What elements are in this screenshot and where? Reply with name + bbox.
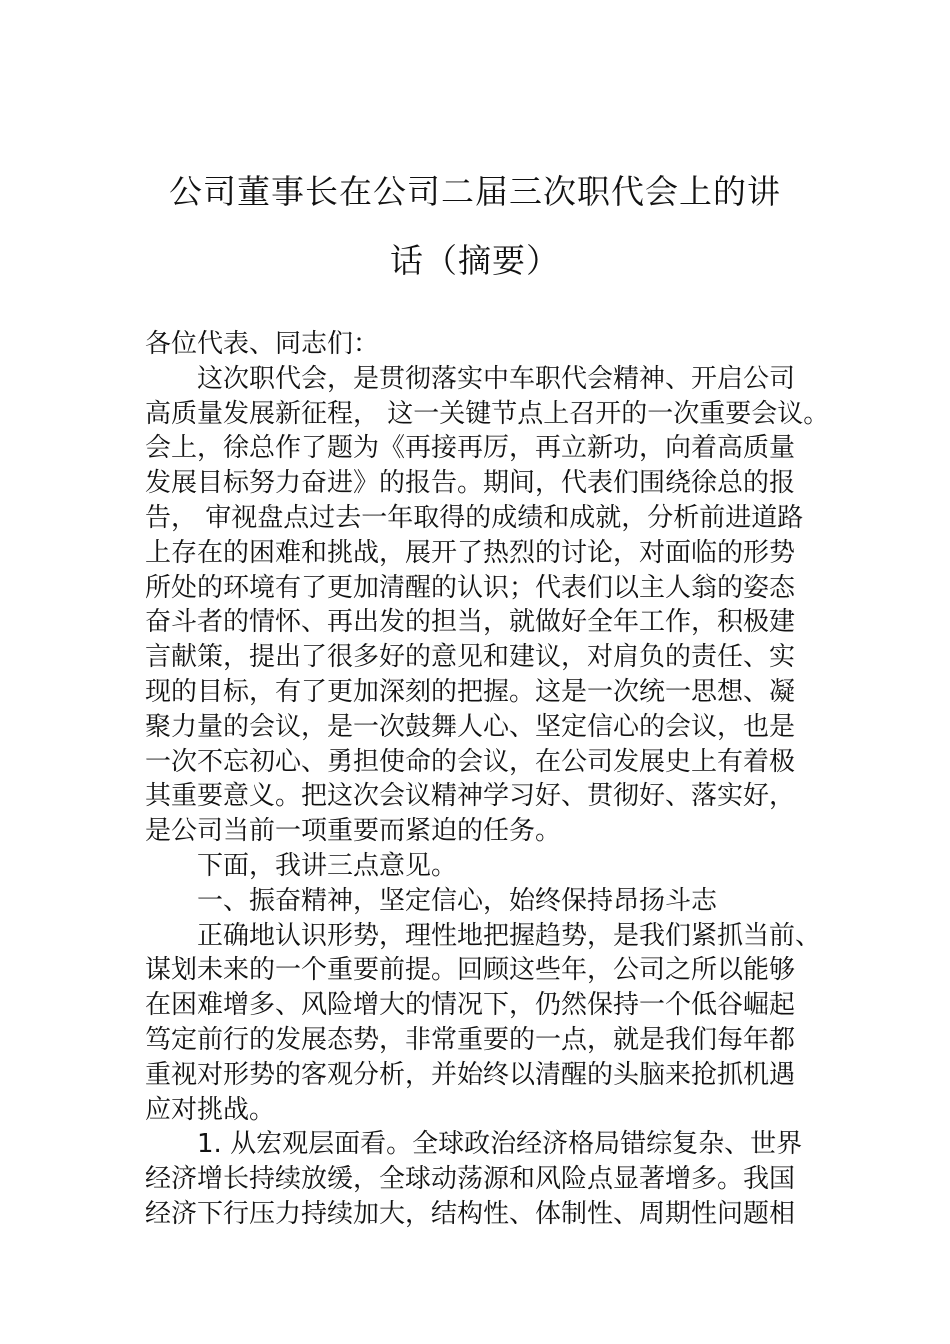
paragraph-line: 经济下行压力持续加大，结构性、体制性、周期性问题相 [145, 1198, 796, 1229]
paragraph-line: 应对挑战。 [145, 1094, 276, 1125]
paragraph-line: 是公司当前一项重要而紧迫的任务。 [145, 816, 562, 847]
paragraph-line: 正确地认识形势，理性地把握趋势，是我们紧抓当前、 [197, 920, 822, 951]
paragraph-line: 现的目标，有了更加深刻的把握。这是一次统一思想、凝 [145, 676, 796, 707]
document-title-line-1: 公司董事长在公司二届三次职代会上的讲 [169, 172, 781, 211]
paragraph-line: 奋斗者的情怀、再出发的担当，就做好全年工作，积极建 [145, 607, 796, 638]
paragraph-line: 1. 从宏观层面看。全球政治经济格局错综复杂、世界 [197, 1129, 803, 1160]
paragraph-line: 高质量发展新征程， 这一关键节点上召开的一次重要会议。 [145, 398, 830, 429]
document-body [145, 327, 830, 1232]
paragraph-line: 谋划未来的一个重要前提。回顾这些年，公司之所以能够 [145, 955, 796, 986]
paragraph-line: 言献策，提出了很多好的意见和建议，对肩负的责任、实 [145, 642, 796, 673]
paragraph-line: 聚力量的会议，是一次鼓舞人心、坚定信心的会议，也是 [145, 711, 796, 742]
paragraph-line: 笃定前行的发展态势，非常重要的一点，就是我们每年都 [145, 1024, 796, 1055]
paragraph-line: 其重要意义。把这次会议精神学习好、贯彻好、落实好， [145, 781, 796, 812]
section-heading: 一、振奋精神，坚定信心，始终保持昂扬斗志 [197, 885, 718, 916]
paragraph-line: 告， 审视盘点过去一年取得的成绩和成就，分析前进道路 [145, 502, 804, 533]
paragraph-line: 在困难增多、风险增大的情况下，仍然保持一个低谷崛起 [145, 990, 796, 1021]
paragraph-line: 一次不忘初心、勇担使命的会议，在公司发展史上有着极 [145, 746, 796, 777]
paragraph-line: 经济增长持续放缓，全球动荡源和风险点显著增多。我国 [145, 1164, 796, 1195]
paragraph-line: 这次职代会，是贯彻落实中车职代会精神、开启公司 [197, 363, 796, 394]
paragraph-line: 下面，我讲三点意见。 [197, 850, 458, 881]
paragraph-line: 上存在的困难和挑战，展开了热烈的讨论，对面临的形势 [145, 537, 796, 568]
document-title-line-2: 话（摘要） [390, 241, 560, 280]
paragraph-line: 所处的环境有了更加清醒的认识；代表们以主人翁的姿态 [145, 572, 796, 603]
paragraph-line: 发展目标努力奋进》的报告。期间，代表们围绕徐总的报 [145, 468, 796, 499]
salutation-line: 各位代表、同志们： [145, 329, 380, 359]
paragraph-line: 会上，徐总作了题为《再接再厉，再立新功，向着高质量 [145, 433, 796, 464]
paragraph-line: 重视对形势的客观分析，并始终以清醒的头脑来抢抓机遇 [145, 1059, 796, 1090]
